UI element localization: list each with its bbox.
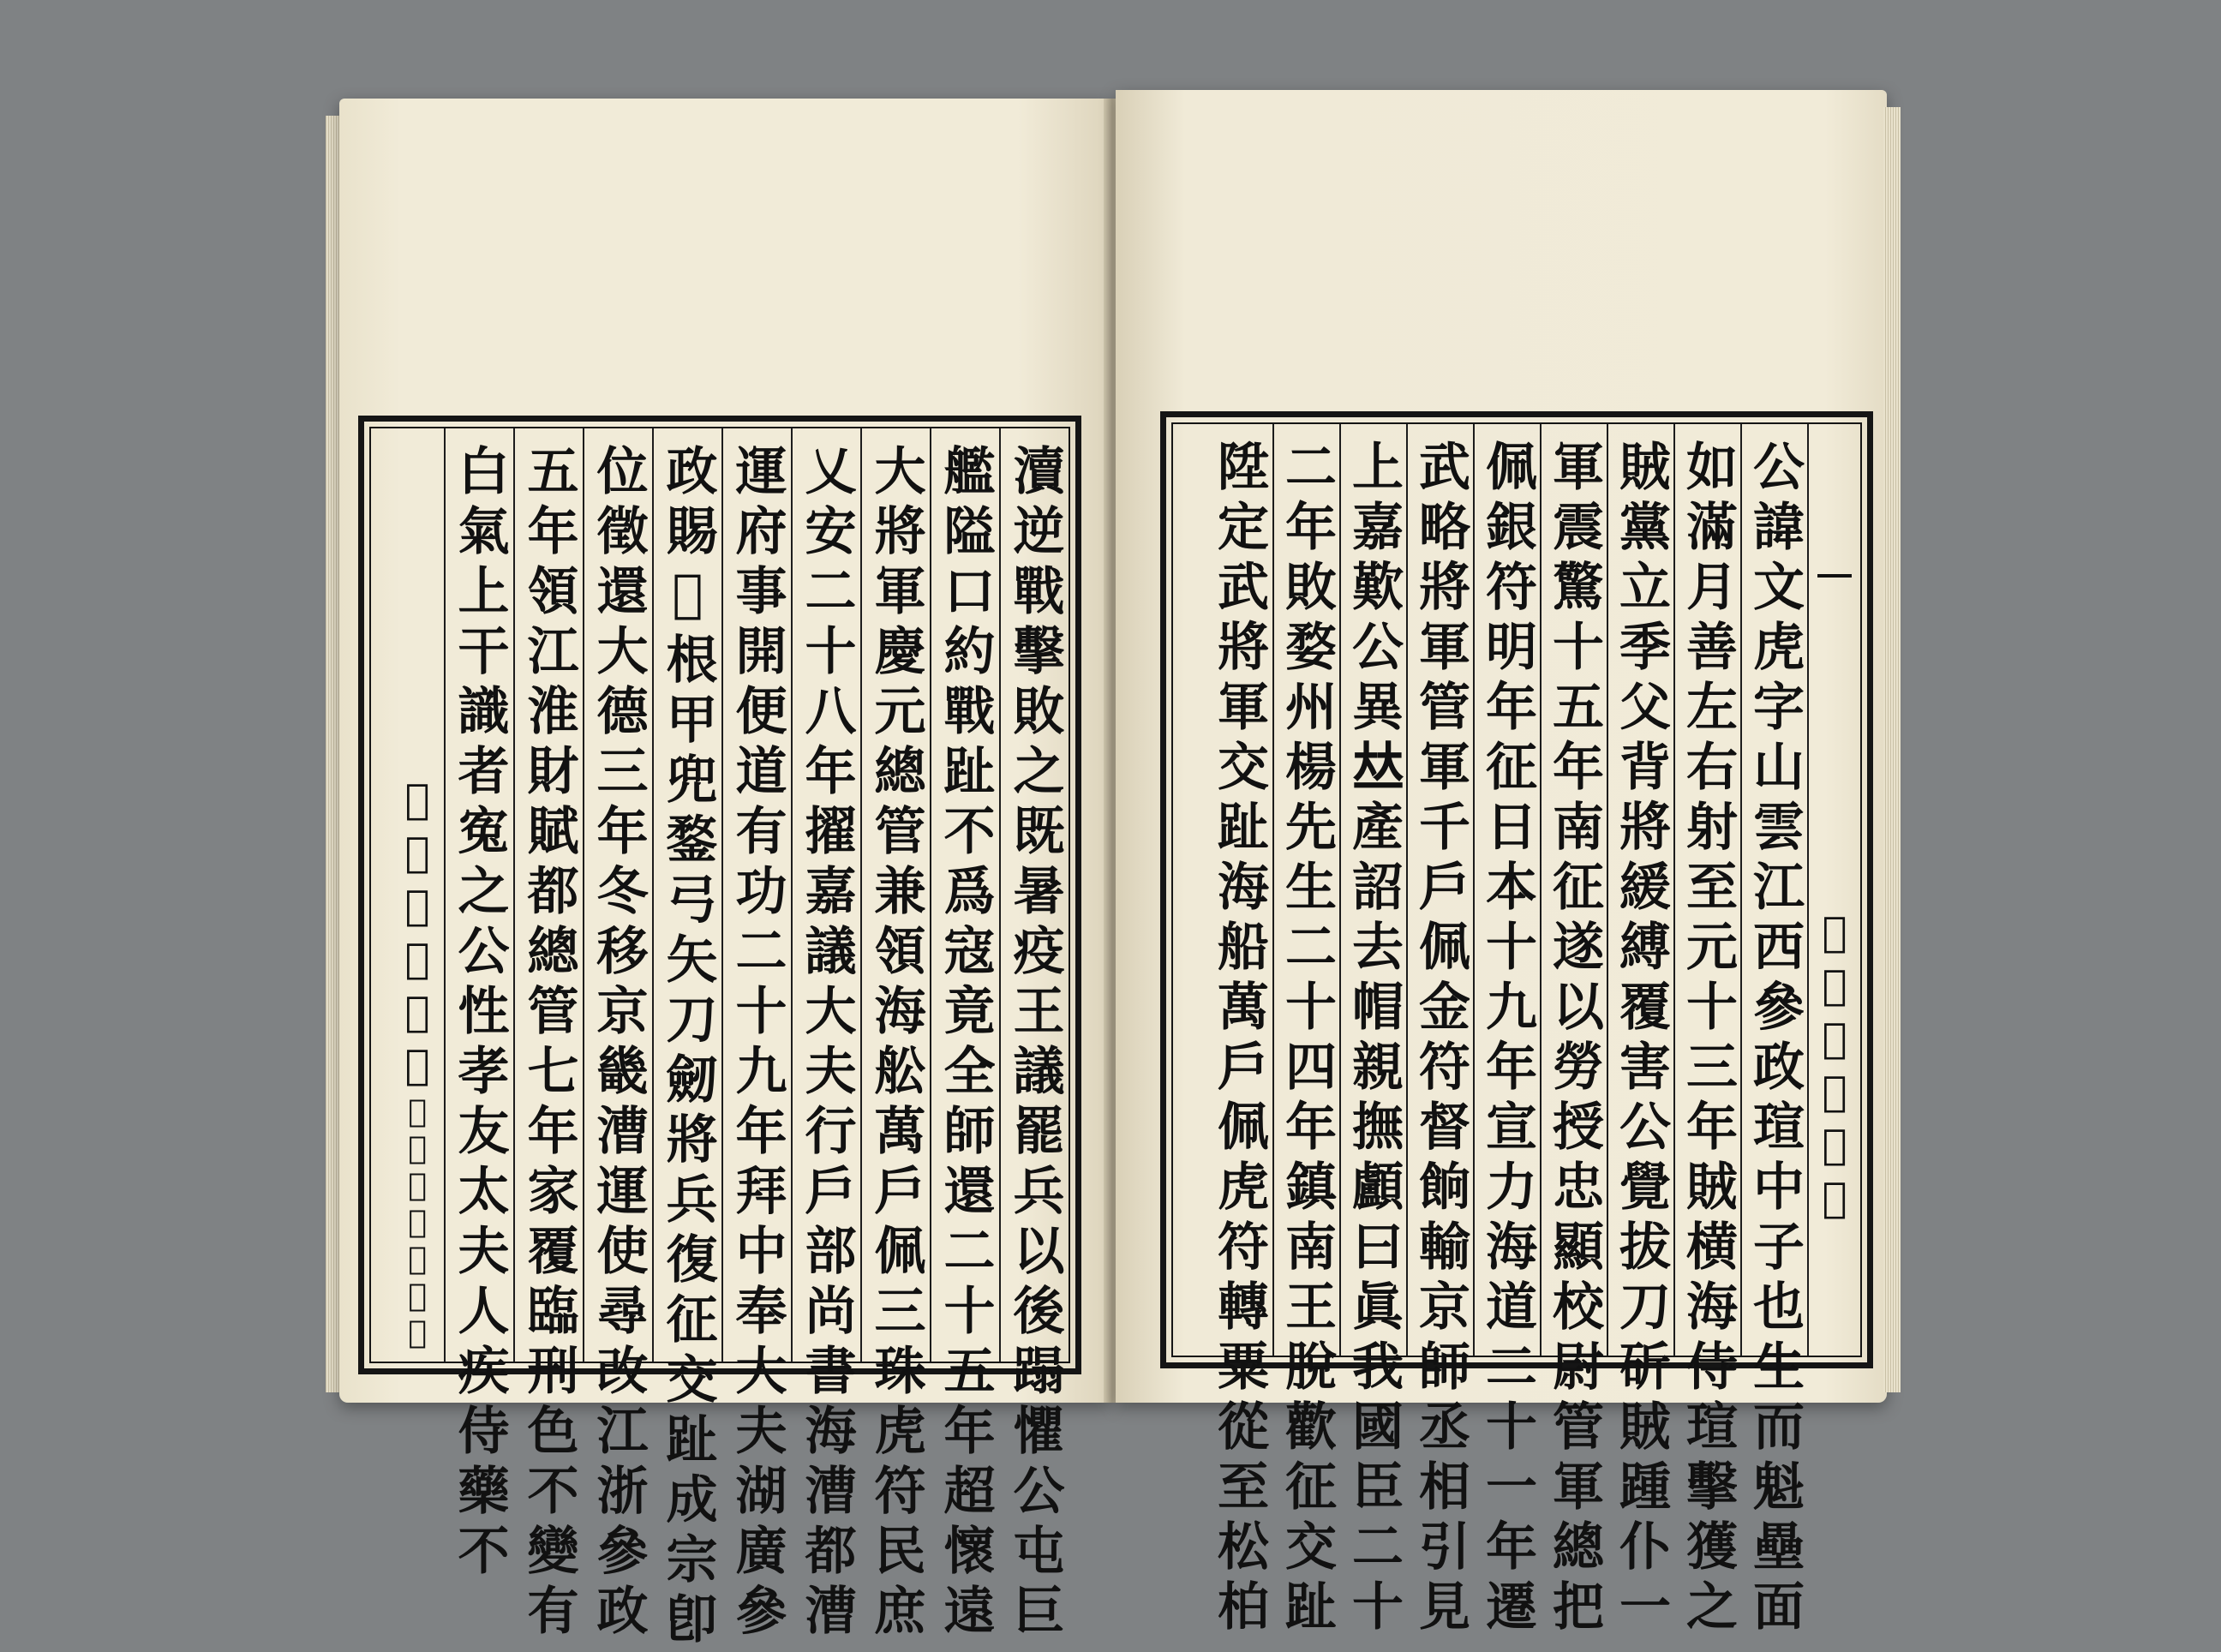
left-column-9	[444, 428, 513, 1583]
text-column: 大將軍慶元總管兼領海舩萬戶佩三珠虎符民庶	[865, 444, 926, 1643]
left-columns	[371, 428, 1069, 1652]
left-column-4	[791, 428, 860, 1643]
text-column: 二年敗婺州楊先生二十四年鎮南王脫歡征交趾	[1277, 440, 1337, 1639]
open-book	[326, 81, 1902, 1652]
left-column-3	[860, 428, 930, 1643]
right-column-1	[1740, 424, 1807, 1639]
right-column-3	[1607, 424, 1673, 1639]
left-text-frame	[358, 416, 1081, 1652]
text-column: 政賜𢇄根甲兜鍪弓矢刀劒將兵復征交趾成宗卽	[657, 444, 718, 1652]
fish-tail-mark	[1817, 574, 1852, 578]
text-column: 五年領江淮財賦都總管七年家覆臨刑色不變有	[518, 444, 579, 1643]
text-column: 軍震驚十五年南征遂以勞授忠顯校尉管軍總把	[1544, 440, 1604, 1639]
right-column-2	[1673, 424, 1740, 1639]
left-column-1	[999, 428, 1069, 1643]
right-column-6	[1406, 424, 1473, 1639]
text-column: 公諱文虎字山雲江西參政瑄中子也生而魁壘面	[1745, 440, 1805, 1639]
text-column: 瀆逆戰擊敗之既暑疫王議罷兵以後蹋懼公屯巨	[1004, 444, 1065, 1643]
right-page	[1116, 90, 1887, 1639]
right-column-9	[1206, 424, 1272, 1639]
left-column-7	[583, 428, 652, 1643]
text-column: 佩銀符明年征日本十九年宣力海道二十一年遷	[1477, 440, 1537, 1639]
text-column: 位徵還大德三年冬移京畿漕運使尋改江浙參政	[588, 444, 649, 1643]
right-text-frame	[1160, 411, 1873, 1639]
right-column-4	[1540, 424, 1607, 1639]
text-column: 艦隘口約戰趾不爲寇竟全師還二十五年超懷遠	[935, 444, 996, 1643]
left-page	[339, 99, 1110, 1652]
left-column-2	[930, 428, 999, 1643]
left-column-8	[513, 428, 583, 1643]
right-page-edge	[1883, 107, 1901, 1392]
text-column: 上嘉歎公異𠀤產詔去帽親撫顱曰眞我國臣二十	[1344, 440, 1404, 1639]
text-column: 白氣上干識者寃之公性孝友太夫人疾侍藥不	[449, 444, 510, 1583]
right-column-5	[1473, 424, 1540, 1639]
right-center-column	[1807, 424, 1860, 1356]
printer-mark: 𢇄知不足齋藏書	[399, 1094, 435, 1352]
left-column-5	[721, 428, 791, 1643]
left-column-6	[652, 428, 721, 1652]
right-column-7	[1339, 424, 1406, 1639]
text-column: 陞定武將軍交趾海船萬戶佩虎符轉粟從至松柏	[1209, 440, 1269, 1639]
volume-title: 𤇹溪集卷四下	[1811, 907, 1859, 1227]
text-column: 武略將軍管軍千戶佩金符督餉輸京師丞相引見	[1410, 440, 1470, 1639]
text-column: 運府事開便道有功二十九年拜中奉大夫湖廣參	[727, 444, 787, 1643]
right-columns	[1173, 424, 1860, 1639]
right-column-8	[1272, 424, 1339, 1639]
text-column: 乂安二十八年擢嘉議大夫行戶部尚書海漕都漕	[796, 444, 857, 1643]
left-center-column	[391, 428, 444, 1362]
text-column: 賊黨立季父背將緩縛覆害公覺拔刀斫賊踵仆一	[1611, 440, 1671, 1639]
text-column: 如滿月善左右射至元十三年賊横海侍瑄擊獲之	[1678, 440, 1738, 1639]
volume-title: 𤇹溪集卷四下	[393, 775, 441, 1094]
